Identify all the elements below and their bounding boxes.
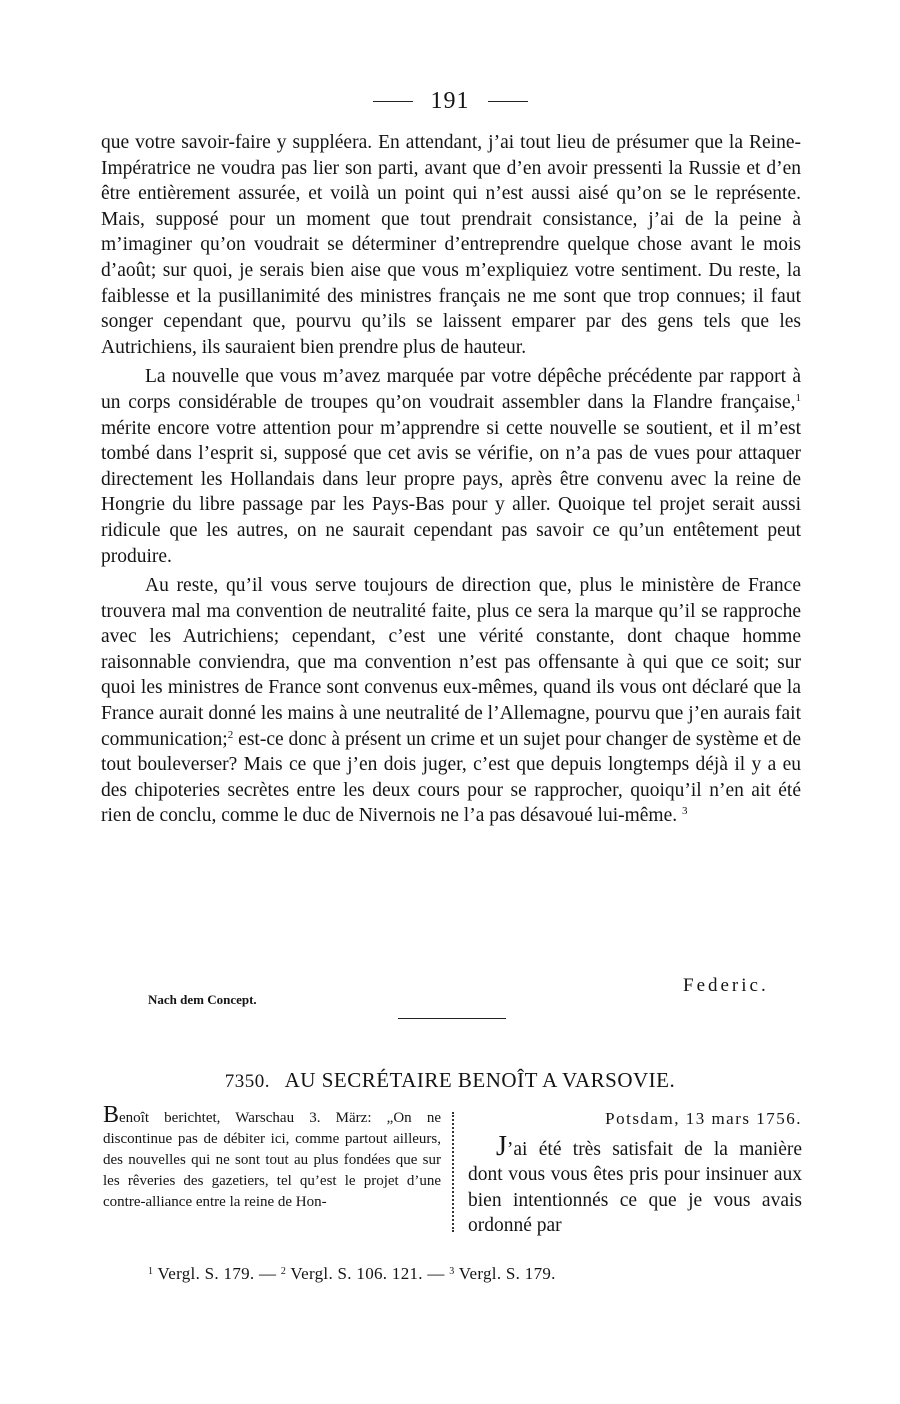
dateline: Potsdam, 13 mars 1756. [605, 1109, 802, 1128]
section-divider [398, 1018, 506, 1019]
source-note: Nach dem Concept. [148, 992, 257, 1007]
footnote-3-text: Vergl. S. 179. [454, 1264, 556, 1283]
letter-body [101, 130, 801, 829]
summary-text: enoît berichtet, Warschau 3. März: „On ne discontinue pas de débiter ici, comme partout ailleurs, des nouvelles qui ne sont tout au plus fondées que sur les rêveries des gazetiers, tel qu’est le projet d’une contre-alliance entre la reine de Hon- [103, 1110, 441, 1210]
footnote-marker-3: 3 [682, 805, 688, 818]
paragraph-3-text-b: est-ce donc à présent un crime et un sujet pour changer de système et de tout bouleverser? Mais ce que j’en dois juger, c’est que depuis longtemps déjà il y a eu des chipoteries secrètes entre les deux cours pour se rapprocher, quoiqu’il n’en ait été rien de conclu, comme le duc de Nivernois ne l’a pas désavoué lui-même. [101, 728, 801, 827]
paragraph-2-text-a: La nouvelle que vous m’avez marquée par votre dépêche précédente par rapport à un corps considérable de troupes qu’on voudrait assembler dans la Flandre française, [101, 366, 801, 413]
footnote-2-text: Vergl. S. 106. 121. — [286, 1264, 450, 1283]
summary-initial: B [103, 1102, 120, 1128]
footnote-marker-2: 2 [227, 728, 234, 741]
letter-text [468, 1130, 802, 1239]
footnote-marker-1: 1 [795, 391, 801, 404]
footnote-1-text: Vergl. S. 179. — [153, 1264, 281, 1283]
page-header [0, 88, 900, 115]
column-divider [452, 1112, 454, 1232]
signature: Federic. [683, 975, 769, 996]
letter-initial: J [496, 1130, 507, 1162]
document-heading [0, 1068, 900, 1093]
paragraph-1: que votre savoir-faire y suppléera. En attendant, j’ai tout lieu de présumer que la Reine-Impératrice ne voudra pas lier son parti, avant que d’en avoir pressenti la Russie et d’en être entièrement assurée, et voilà un point qui n’est aussi aisé qu’on se le représente. Mais, supposé pour un moment que tout prendrait consistance, j’ai de la peine à m’imaginer qu’on voudrait se déterminer d’entreprendre quelque chose avant le mois d’août; sur quoi, je serais bien aise que vous m’expliquiez votre sentiment. Du reste, la faiblesse et la pusillanimité des ministres français ne me sont que trop connues; il faut songer cependant que, pourvu qu’ils se laissent emparer par des gens tels que les Autrichiens, ils sauraient bien prendre plus de hauteur. [101, 132, 801, 358]
paragraph-3-text-a: Au reste, qu’il vous serve toujours de direction que, plus le ministère de France trouvera mal ma convention de neutralité faite, plus ce sera la marque qu’il se rapproche avec les Autrichiens; cependant, c’est une vérité constante, dont chaque homme raisonnable conviendra, que ma convention n’est pas offensante à qui que ce soit; sur quoi les ministres de France sont convenus eux-mêmes, quand ils vous ont déclaré que la France aurait donné les mains à une neutralité de l’Allemagne, pourvu que j’en aurais fait communication; [101, 575, 801, 750]
header-rule-left [373, 101, 413, 102]
paragraph-2-text-b: mérite encore votre attention pour m’apprendre si cette nouvelle se soutient, et il m’est tombé dans l’esprit si, supposé que cet avis se vérifie, on n’a pas de vues pour attaquer directement les Hollandais dans leur propre pays, après être convenu avec la reine de Hongrie du libre passage par les Pays-Bas pour y aller. Quoique tel projet serait aussi ridicule que les autres, on ne saurait cependant pas savoir ce qu’un entêtement peut produire. [101, 417, 801, 567]
document-number: 7350. [224, 1071, 271, 1092]
letter-text-body: ’ai été très satisfait de la manière dont vous vous êtes pris pour insinuer aux bien intentionnés ce que je vous avais ordonné par [468, 1138, 802, 1236]
footnote-3-number: 3 [449, 1266, 455, 1277]
summary-column [103, 1102, 441, 1213]
document-title: AU SECRÉTAIRE BENOÎT A VARSOVIE. [284, 1068, 676, 1092]
footnote-1-number: 1 [148, 1266, 154, 1277]
letter-column [468, 1106, 802, 1239]
paragraph-3 [101, 573, 801, 829]
paragraph-2 [101, 364, 801, 569]
page-number: 191 [430, 88, 470, 114]
footnote-2-number: 2 [280, 1266, 287, 1277]
footnotes [148, 1264, 556, 1284]
header-rule-right [488, 101, 528, 102]
